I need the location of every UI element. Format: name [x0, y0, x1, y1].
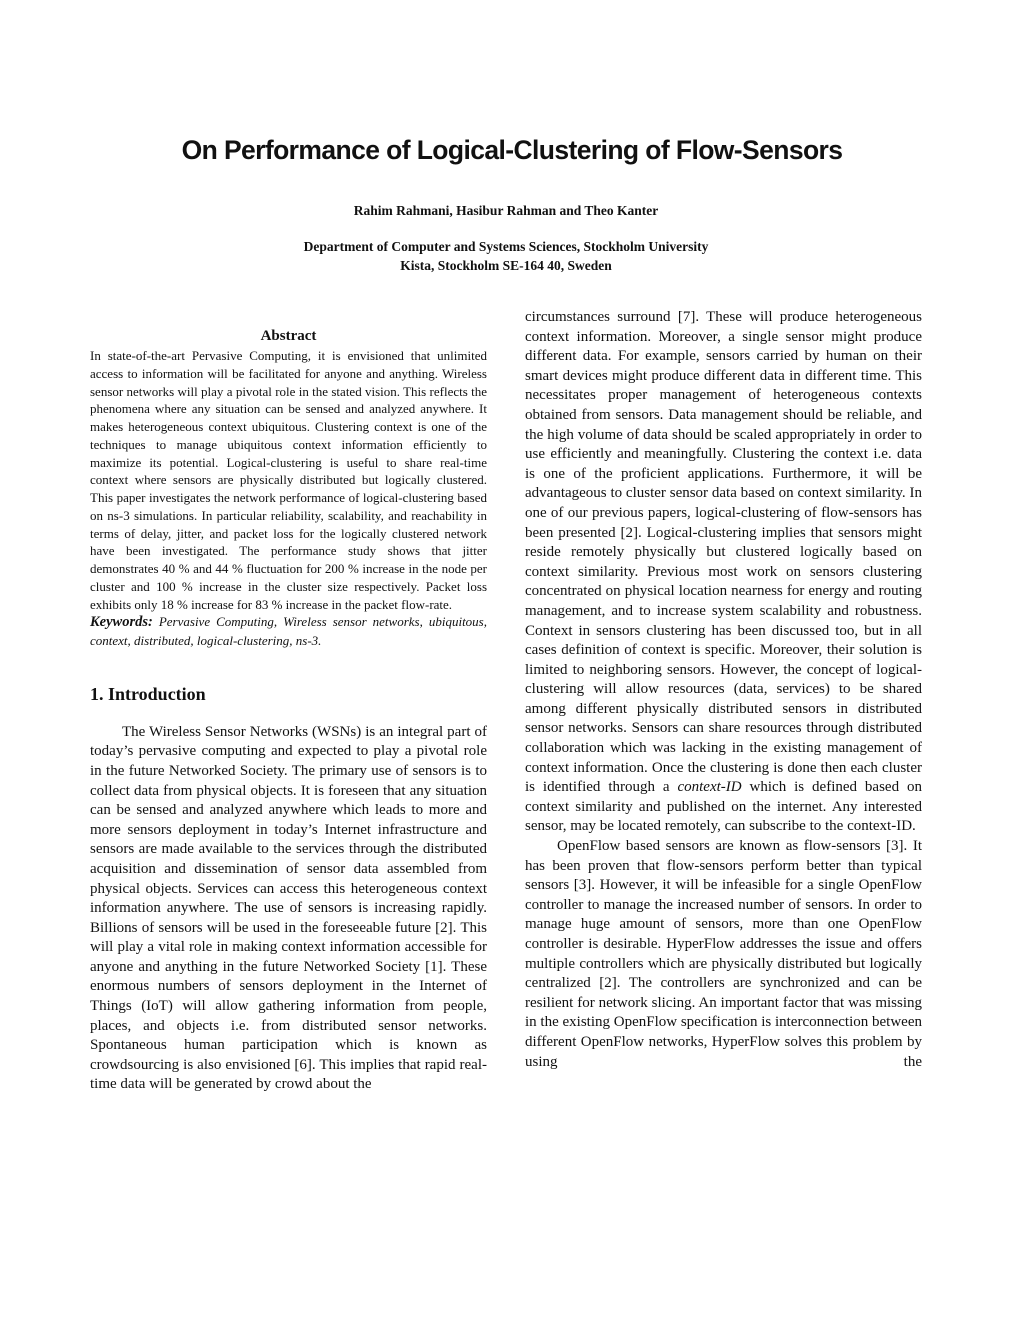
affiliation-line-1: Department of Computer and Systems Sciences, Stockholm University: [303, 239, 709, 254]
left-column: [90, 328, 487, 1095]
context-id-term: context-ID: [677, 779, 742, 796]
intro-paragraph-1-continued: [525, 308, 922, 837]
intro-paragraph-2: OpenFlow based sensors are known as flow-sensors [3]. It has been proven that flow-sensors perform better than typical sensors [3]. However, it will be infeasible for a single OpenFlow controller to manage the increased number of sensors. In order to manage huge amount of sensors, more than one OpenFlow controller is desirable. HyperFlow addresses the issue and offers multiple controllers which are physically distributed but logically centralized [2]. The controllers are synchronized and can be resilient for network slicing. An important factor that was missing in the existing OpenFlow specification is interconnection between different OpenFlow networks, HyperFlow solves this problem by using the: [525, 838, 922, 1070]
keywords: [90, 613, 487, 650]
intro-paragraph-1-continued-end: which is defined based on context similarity and published on the internet. Any interested sensor, may be located remotely, can subscribe to the context-ID.: [525, 779, 923, 835]
intro-paragraph-1-continued-text: circumstances surround [7]. These will produce heterogeneous context information. Moreover, a single sensor might produce different data. For example, sensors carried by human on their smart devices might produce different data in different time. This necessitates proper management of heterogeneous contexts obtained from sensors. Data management should be reliable, and the high volume of data should be scaled appropriately in order to use efficiently and meaningfully. Clustering the context i.e. data is one of the proficient applications. Furthermore, it will be advantageous to cluster sensor data based on context similarity. In one of our previous papers, logical-clustering of flow-sensors has been presented [2]. Logical-clustering implies that sensors might reside remotely physically but clustered logically based on context similarity. Previous most work on sensors clustering concentrated on physical location nearness for energy and routing management, and to increase system scalability and robustness. Context in sensors clustering has been discussed too, but in all cases definition of context is specific. Moreover, their solution is limited to neighboring sensors. However, the concept of logical-clustering will allow resources (data, services) to be shared among different physically distributed sensors in distributed sensor networks. Sensors can share resources through distributed collaboration which was lacking in the existing management of context information. Once the clustering is done then each cluster is identified through a: [525, 309, 922, 796]
section-heading-introduction: 1. Introduction: [90, 683, 206, 704]
abstract-heading: Abstract: [260, 328, 317, 344]
intro-paragraph-1: The Wireless Sensor Networks (WSNs) is an integral part of today’s pervasive computing and expected to play a pivotal role in the future Networked Society. The primary use of sensors is to collect data from physical objects. It is foreseen that any situation can be sensed and analyzed anywhere which leads to more and more sensors deployment in today’s Internet infrastructure and sensors are made available to the services through the distributed acquisition and dissemination of sensor data assembled from physical objects. Services can access this heterogeneous context information anywhere. The use of sensors is increasing rapidly. Billions of sensors will be used in the foreseeable future [2]. This will play a vital role in making context information accessible for anyone and anything in the future Networked Society [1]. These enormous numbers of sensors deployment in the Internet of Things (IoT) will allow gathering information from people, places, and objects i.e. from distributed sensor networks. Spontaneous human participation which is known as crowdsourcing is also envisioned [6]. This implies that rapid real-time data will be generated by crowd about the: [90, 723, 487, 1093]
abstract-text: In state-of-the-art Pervasive Computing, it is envisioned that unlimited access to information will be facilitated for anyone and anything. Wireless sensor networks will play a pivotal role in the stated vision. This reflects the phenomena where any situation can be sensed and analyzed anywhere. It makes heterogeneous context ubiquitous. Clustering context is one of the techniques to manage ubiquitous context information efficiently to maximize its potential. Logical-clustering is useful to share real-time context where sensors are physically distributed but logically clustered. This paper investigates the network performance of logical-clustering based on ns-3 simulations. In particular reliability, scalability, and reachability in terms of delay, jitter, and packet loss for the logically clustered network have been investigated. The performance study shows that jitter demonstrates 40 % and 44 % fluctuation for 200 % increase in the node per cluster and 100 % increase in the cluster size respectively. Packet loss exhibits only 18 % increase for 83 % increase in the packet flow-rate.: [90, 348, 487, 612]
keywords-list: Pervasive Computing, Wireless sensor networks, ubiquitous, context, distributed, logical-clustering, ns-3.: [90, 614, 487, 648]
author-list: Rahim Rahmani, Hasibur Rahman and Theo Kanter: [353, 203, 659, 218]
affiliation-line-2: Kista, Stockholm SE-164 40, Sweden: [400, 257, 612, 273]
keywords-label: Keywords:: [90, 614, 153, 631]
paper-title: On Performance of Logical-Clustering of Flow-Sensors: [181, 135, 843, 165]
right-column: [525, 308, 922, 1072]
affiliation: [0, 238, 1012, 275]
